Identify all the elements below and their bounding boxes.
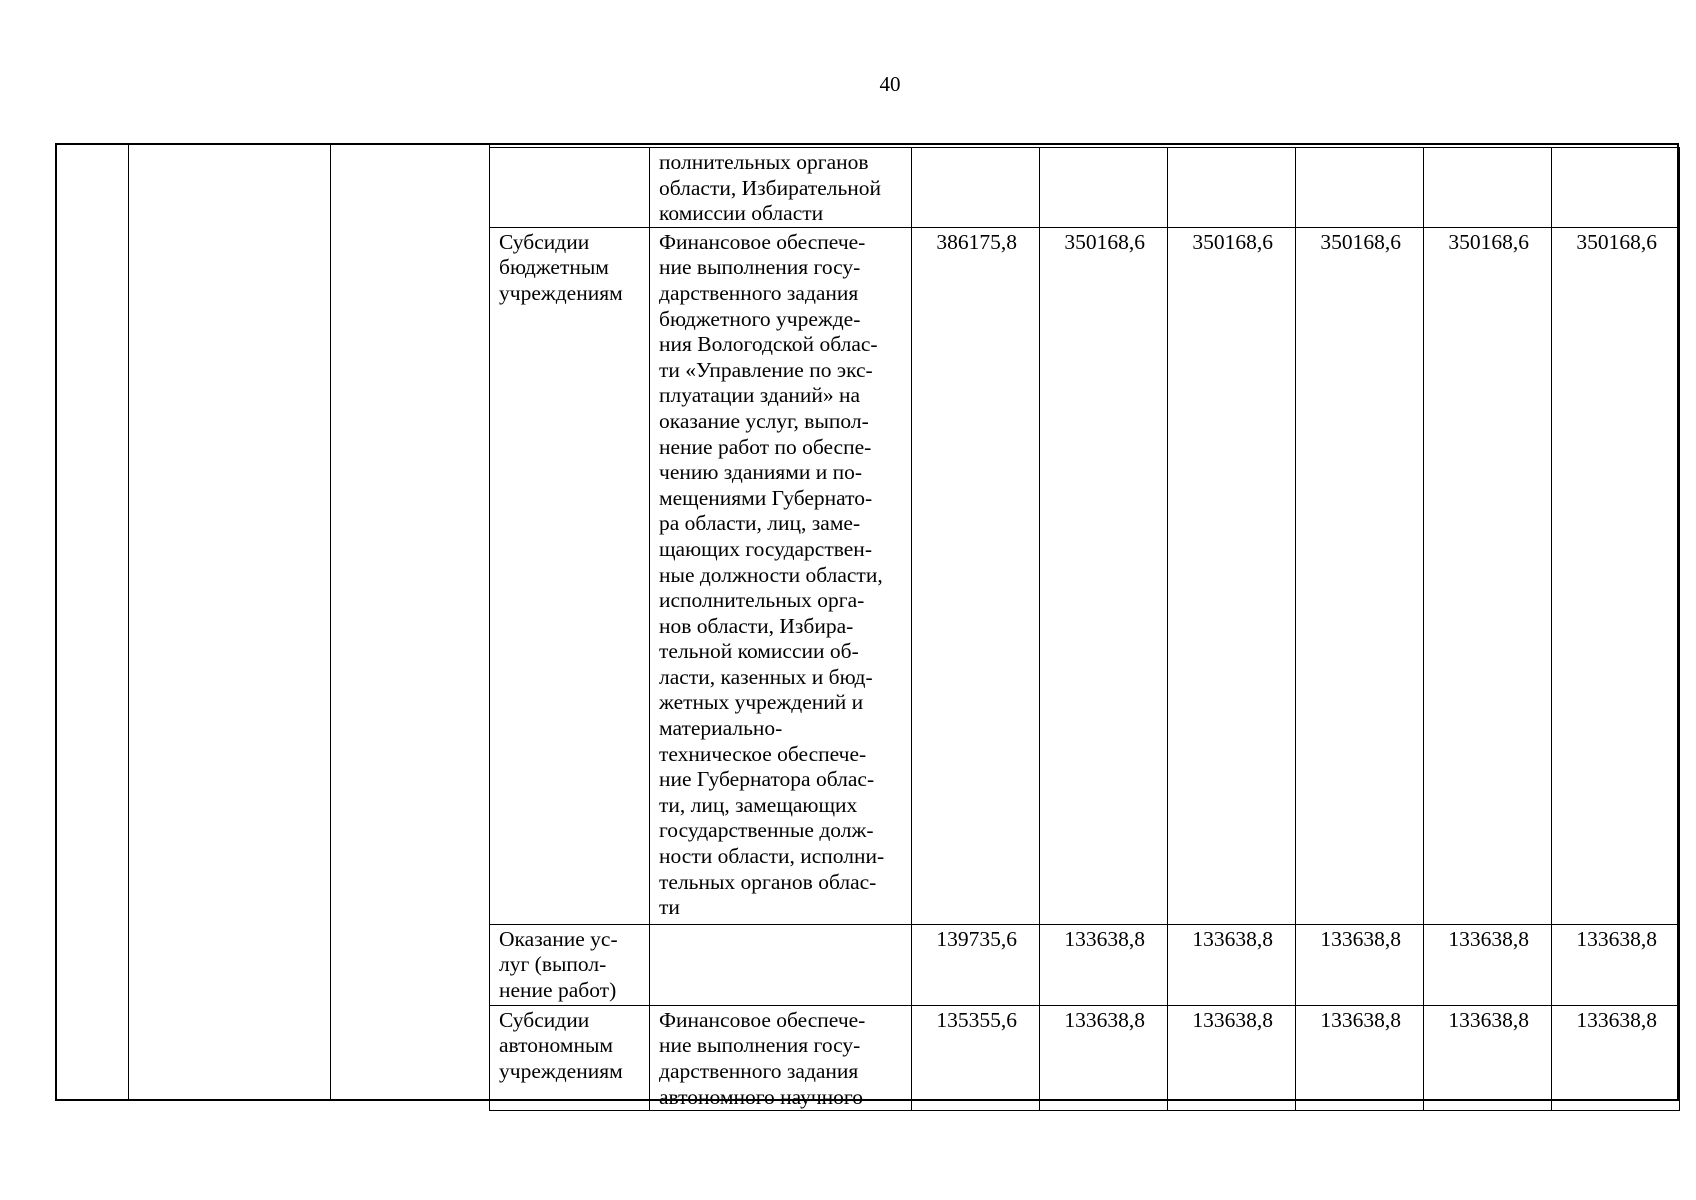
table-row xyxy=(490,1005,1680,1110)
description-cell xyxy=(650,924,912,1005)
value-cell xyxy=(1168,148,1296,228)
cell-text-line: ласти, казенных и бюд- xyxy=(659,664,873,689)
cell-text-line: ра области, лиц, заме- xyxy=(659,511,861,536)
cell-text-line: тельной комиссии об- xyxy=(659,639,859,664)
cell-text-line: исполнительных орга- xyxy=(659,588,865,613)
value-cell xyxy=(912,148,1040,228)
cell-text-line: государственные долж- xyxy=(659,818,874,843)
page-number: 40 xyxy=(879,72,901,96)
cell-text-line: ние выполнения госу- xyxy=(659,1033,861,1058)
cell-text-line: чению зданиями и по- xyxy=(659,460,863,485)
description-cell xyxy=(650,227,912,924)
value-cell: 133638,8 xyxy=(1424,1005,1552,1110)
description-cell xyxy=(650,148,912,228)
column-divider xyxy=(330,145,331,1099)
table-row xyxy=(490,924,1680,1005)
cell-text-line: Финансовое обеспече- xyxy=(659,229,866,254)
cell-text-line: нение работ по обеспе- xyxy=(659,434,872,459)
value-cell: 133638,8 xyxy=(1296,1005,1424,1110)
cell-text-line: тельных органов облас- xyxy=(659,869,877,894)
cell-text-line: автономного научного xyxy=(659,1084,863,1109)
cell-text-line: Субсидии xyxy=(499,1007,590,1032)
cell-text-line: нов области, Избира- xyxy=(659,613,854,638)
column-divider xyxy=(128,145,129,1099)
cell-text-line: автономным xyxy=(499,1033,614,1058)
table-row xyxy=(490,227,1680,924)
cell-text-line: ния Вологодской облас- xyxy=(659,332,878,357)
value-cell: 133638,8 xyxy=(1040,1005,1168,1110)
cell-text-line: Субсидии xyxy=(499,229,590,254)
cell-text-line: области, Избирательной xyxy=(659,175,882,200)
expense-type-cell xyxy=(490,1005,650,1110)
cell-text-line: бюджетным xyxy=(499,255,609,280)
cell-text-line: полнительных органов xyxy=(659,150,869,174)
value-cell: 133638,8 xyxy=(1296,924,1424,1005)
cell-text-line: ности области, исполни- xyxy=(659,844,885,869)
description-cell xyxy=(650,1005,912,1110)
value-cell: 350168,6 xyxy=(1424,227,1552,924)
cell-text-line: комиссии области xyxy=(659,201,824,226)
expense-type-cell xyxy=(490,148,650,228)
cell-text-line: бюджетного учрежде- xyxy=(659,306,861,331)
cell-text-line: ние выполнения госу- xyxy=(659,255,861,280)
cell-text-line: оказание услуг, выпол- xyxy=(659,408,869,433)
value-cell xyxy=(1040,148,1168,228)
value-cell: 139735,6 xyxy=(912,924,1040,1005)
value-cell xyxy=(1296,148,1424,228)
value-cell: 350168,6 xyxy=(1552,227,1680,924)
value-cell: 133638,8 xyxy=(1040,924,1168,1005)
cell-text-line: ти xyxy=(659,895,680,920)
cell-text-line: жетных учреждений и xyxy=(659,690,864,715)
value-cell: 350168,6 xyxy=(1040,227,1168,924)
cell-text-line: мещениями Губернато- xyxy=(659,485,873,510)
value-cell: 133638,8 xyxy=(1168,924,1296,1005)
cell-text-line: Финансовое обеспече- xyxy=(659,1007,866,1032)
value-cell: 135355,6 xyxy=(912,1005,1040,1110)
cell-text-line: щающих государствен- xyxy=(659,536,872,561)
value-cell: 350168,6 xyxy=(1168,227,1296,924)
cell-text-line: Оказание ус- xyxy=(499,926,618,951)
cell-text-line: ние Губернатора облас- xyxy=(659,767,875,792)
cell-text-line: учреждениям xyxy=(499,1058,623,1083)
value-cell: 133638,8 xyxy=(1552,924,1680,1005)
value-cell xyxy=(1552,148,1680,228)
expense-type-cell xyxy=(490,924,650,1005)
cell-text-line: материально- xyxy=(659,716,783,741)
value-cell: 133638,8 xyxy=(1424,924,1552,1005)
cell-text-line: учреждениям xyxy=(499,280,623,305)
cell-text-line: луг (выпол- xyxy=(499,952,607,977)
cell-text-line: техническое обеспече- xyxy=(659,741,867,766)
value-cell xyxy=(1424,148,1552,228)
table-row xyxy=(490,148,1680,228)
budget-table xyxy=(489,147,1680,1111)
cell-text-line: плуатации зданий» на xyxy=(659,383,861,408)
value-cell: 350168,6 xyxy=(1296,227,1424,924)
value-cell: 133638,8 xyxy=(1168,1005,1296,1110)
cell-text-line: ти, лиц, замещающих xyxy=(659,792,858,817)
expense-type-cell xyxy=(490,227,650,924)
cell-text-line: ные должности области, xyxy=(659,562,883,587)
cell-text-line: дарственного задания xyxy=(659,280,859,305)
cell-text-line: нение работ) xyxy=(499,977,617,1002)
cell-text-line: дарственного задания xyxy=(659,1058,859,1083)
cell-text-line: ти «Управление по экс- xyxy=(659,357,873,382)
value-cell: 133638,8 xyxy=(1552,1005,1680,1110)
budget-table-body xyxy=(490,148,1680,1111)
value-cell: 386175,8 xyxy=(912,227,1040,924)
budget-table-sheet xyxy=(55,143,1679,1109)
